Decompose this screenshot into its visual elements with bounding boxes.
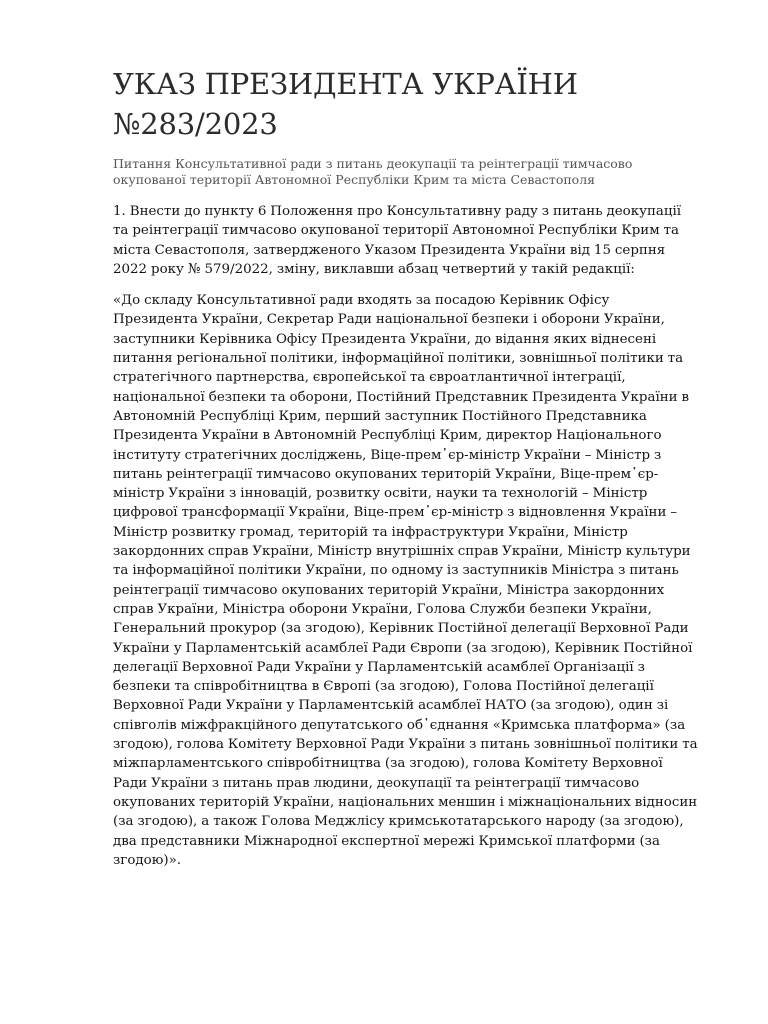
- paragraph-1: 1. Внести до пункту 6 Положення про Консультативну раду з питань деокупації та реінтеграції тимчасово окупованої території Автономної Республіки Крим та міста Севастополя, затвердженого Указом Президента України від 15 серпня 2022 року № 579/2022, зміну, виклавши абзац четвертий у такій редакції:: [113, 204, 682, 277]
- paragraph-2: «До складу Консультативної ради входять за посадою Керівник Офісу Президента України, Секретар Ради національної безпеки і оборони України, заступники Керівника Офісу Президента України, до відання яких віднесені питання регіональної політики, інформаційної політики, зовнішньої політики та стратегічного партнерства, європейської та євроатлантичної інтеграції, національної безпеки та оборони, Постійний Представник Президента України в Автономній Республіці Крим, перший заступник Постійного Представника Президента України в Автономній Республіці Крим, директор Національного інституту стратегічних досліджень, Віце-прем᾽єр-міністр України – Міністр з питань реінтеграції тимчасово окупованих територій України, Віце-прем᾽єр-міністр України з інновацій, розвитку освіти, науки та технологій – Міністр цифрової трансформації України, Віце-прем᾽єр-міністр з відновлення України – Міністр розвитку громад, територій та інфраструктури України, Міністр закордонних справ України, Міністр внутрішніх справ України, Міністр культури та інформаційної політики України, по одному із заступників Міністра з питань реінтеграції тимчасово окупованих територій України, Міністра закордонних справ України, Міністра оборони України, Голова Служби безпеки України, Генеральний прокурор (за згодою), Керівник Постійної делегації Верховної Ради України у Парламентській асамблеї Ради Європи (за згодою), Керівник Постійної делегації Верховної Ради України у Парламентській асамблеї Організації з безпеки та співробітництва в Європі (за згодою), Голова Постійної делегації Верховної Ради України у Парламентській асамблеї НАТО (за згодою), один зі співголів міжфракційного депутатського об᾽єднання «Кримська платформа» (за згодою), голова Комітету Верховної Ради України з питань зовнішньої політики та міжпарламентського співробітництва (за згодою), голова Комітету Верховної Ради України з питань прав людини, деокупації та реінтеграції тимчасово окупованих територій України, національних меншин і міжнаціональних відносин (за згодою), а також Голова Меджлісу кримськотатарського народу (за згодою), два представники Міжнародної експертної мережі Кримської платформи (за згодою)».: [113, 293, 698, 868]
- document-subtitle: Питання Консультативної ради з питань деокупації та реінтеграції тимчасово окупованої території Автономної Республіки Крим та міста Севастополя: [113, 156, 633, 187]
- document-page: [113, 64, 698, 870]
- document-title: УКАЗ ПРЕЗИДЕНТА УКРАЇНИ №283/2023: [113, 67, 578, 141]
